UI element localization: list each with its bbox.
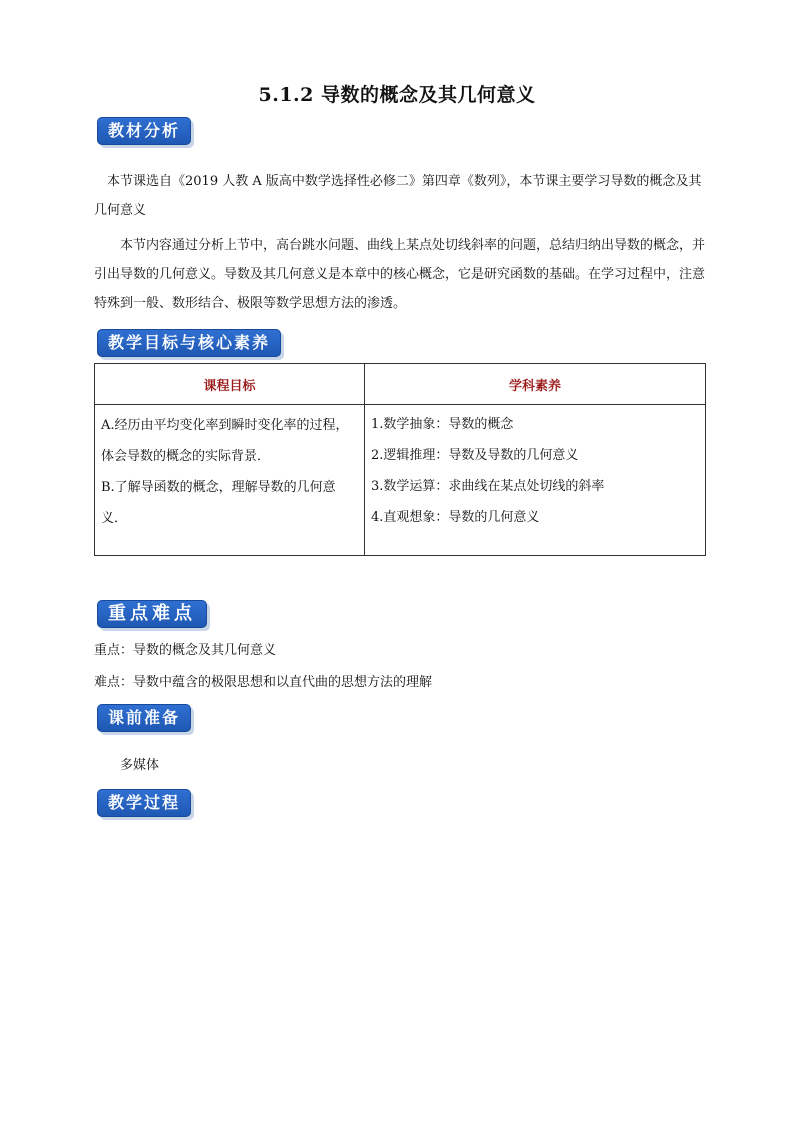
key-point-text: 重点：导数的概念及其几何意义: [94, 643, 277, 658]
analysis-paragraph-1: 本节课选自《2019 人教 A 版高中数学选择性必修二》第四章《数列》，本节课主要学习导数的概念及其几何意义: [94, 174, 702, 218]
goals-header-core-literacy: 学科素养: [365, 364, 706, 405]
analysis-paragraph-2: 本节内容通过分析上节中，高台跳水问题、曲线上某点处切线斜率的问题，总结归纳出导数的概念，并引出导数的几何意义。导数及其几何意义是本章中的核心概念，它是研究函数的基础。在学习过程中，注意特殊到一般、数形结合、极限等数学思想方法的渗透。: [94, 238, 706, 311]
goals-table-header-row: [95, 364, 706, 405]
goals-header-course-goals: 课程目标: [95, 364, 365, 405]
goals-cell-left: [95, 405, 365, 556]
goal-item: A.经历由平均变化率到瞬时变化率的过程，体会导数的概念的实际背景．: [101, 418, 349, 464]
page-title: 5.1.2 导数的概念及其几何意义: [258, 84, 536, 106]
section-heading-process: 教学过程: [97, 789, 191, 817]
preparation-content: 多媒体: [120, 758, 160, 773]
goal-item: B.了解导函数的概念，理解导数的几何意义．: [101, 480, 336, 526]
literacy-item: 2.逻辑推理：导数及导数的几何意义: [371, 448, 579, 463]
goals-cell-right: [365, 405, 706, 556]
literacy-item: 3.数学运算：求曲线在某点处切线的斜率: [371, 479, 605, 494]
goals-table-row: [95, 405, 706, 556]
section-heading-keypoints: 重点难点: [97, 600, 207, 628]
section-heading-goals: 教学目标与核心素养: [97, 329, 281, 357]
difficulty-text: 难点：导数中蕴含的极限思想和以直代曲的思想方法的理解: [94, 675, 433, 690]
section-heading-preparation: 课前准备: [97, 704, 191, 732]
goals-table: [94, 363, 706, 556]
literacy-item: 1.数学抽象：导数的概念: [371, 417, 514, 432]
section-heading-analysis: 教材分析: [97, 117, 191, 145]
literacy-item: 4.直观想象：导数的几何意义: [371, 510, 540, 525]
